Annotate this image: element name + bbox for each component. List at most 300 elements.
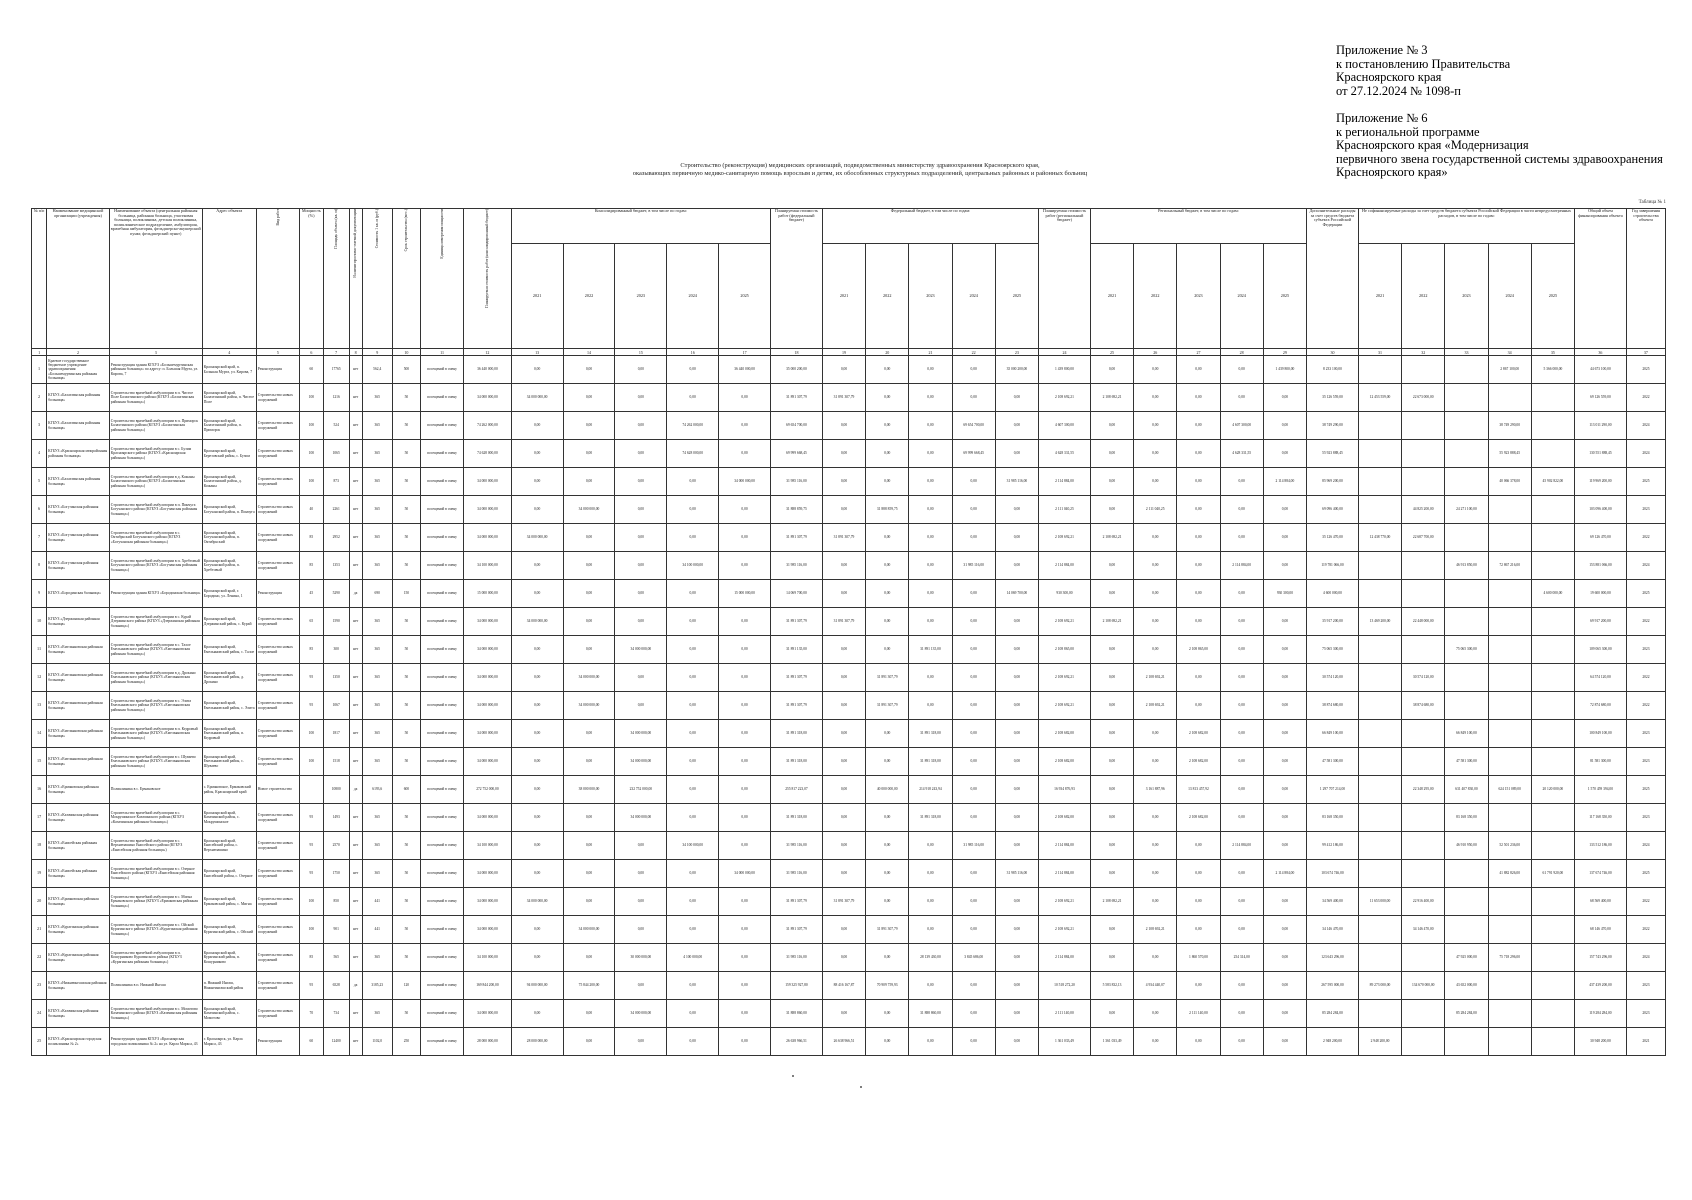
value-cell: 0,00	[952, 664, 995, 692]
value-cell: 4 100 000,00	[667, 944, 719, 972]
value-cell: 2 108 865,00	[1177, 636, 1220, 664]
value-cell: 109 065 300,00	[1575, 636, 1627, 664]
address-cell: Красноярский край, Емельяновский район, с. Шуваево	[202, 748, 256, 776]
column-number: 9	[362, 349, 392, 356]
row-number: 4	[32, 440, 47, 468]
object-cell: Строительство врачебной амбулатории в п. Приморск Балахтинского района (КГБУЗ «Балахтинская районная больница»)	[109, 412, 202, 440]
value-cell: 0,00	[719, 524, 771, 552]
object-cell: Строительство врачебной амбулатории в п. Пинчуга Богучанского района (КГБУЗ «Богучанская районная больница»)	[109, 496, 202, 524]
header-share-text: Наличие проектно-сметной документации	[353, 209, 358, 278]
value-cell	[1358, 748, 1401, 776]
value-cell: 0,00	[1134, 832, 1177, 860]
organization-cell: КГБУЗ «Ермаковская районная больница»	[47, 776, 110, 804]
appendix-gap	[1336, 98, 1656, 112]
value-cell: 2023	[1626, 636, 1665, 664]
work-type-cell: Строительство новых сооружений	[256, 1000, 299, 1028]
header-year-fed: 2025	[995, 244, 1038, 349]
value-cell: 0,00	[1177, 860, 1220, 888]
table-row	[32, 916, 1666, 944]
value-cell: 52 501 236,00	[1488, 832, 1531, 860]
title-line-2: оказывающих первичную медико-санитарную помощь взрослым и детям, их обособленных структурных подразделений, центральных районных и районных больниц	[632, 170, 1088, 177]
value-cell	[1531, 496, 1574, 524]
value-cell: 2 108 692,21	[1090, 888, 1133, 916]
value-cell: 0,00	[1134, 384, 1177, 412]
header-year-reg: 2025	[1263, 244, 1306, 349]
header-year-cons: 2025	[719, 244, 771, 349]
value-cell	[1445, 384, 1488, 412]
value-cell	[1488, 1028, 1531, 1056]
value-cell: 2 108 682,00	[1039, 720, 1091, 748]
value-cell: 0,00	[866, 804, 909, 832]
column-number: 34	[1488, 349, 1531, 356]
value-cell: 441	[362, 916, 392, 944]
value-cell: 272 752 000,00	[464, 776, 512, 804]
scan-speck	[792, 1075, 794, 1077]
value-cell: 565	[323, 944, 349, 972]
value-cell: 34 000 000,00	[563, 664, 615, 692]
value-cell: 85 284 284,00	[1445, 1000, 1488, 1028]
work-type-cell: Реконструкция	[256, 356, 299, 384]
value-cell: 31 888 860,00	[771, 1000, 823, 1028]
value-cell: 34 000 000,00	[464, 664, 512, 692]
value-cell: 2261	[323, 496, 349, 524]
value-cell: 0,00	[719, 888, 771, 916]
value-cell: 13 813 457,92	[1177, 776, 1220, 804]
value-cell: 0,00	[563, 468, 615, 496]
table-row	[32, 356, 1666, 384]
value-cell: 31 891 318,00	[771, 720, 823, 748]
column-number: 23	[995, 349, 1038, 356]
value-cell: 0,00	[822, 1000, 865, 1028]
value-cell: 2570	[323, 832, 349, 860]
object-cell: Поликлиника в п. Нижний Ингаш	[109, 972, 202, 1000]
value-cell: 68 146 470,00	[1575, 916, 1627, 944]
column-number: 8	[349, 349, 362, 356]
header-year-extra: 2022	[1402, 244, 1445, 349]
address-cell: Красноярский край, Богучанский район, п. Пинчуга	[202, 496, 256, 524]
value-cell: 38 000 000,00	[563, 776, 615, 804]
value-cell: 2022	[1626, 384, 1665, 412]
value-cell: 0,00	[719, 972, 771, 1000]
value-cell: 0,00	[615, 1028, 667, 1056]
value-cell: посещений в смену	[420, 1000, 463, 1028]
value-cell: 3 845 686,00	[952, 944, 995, 972]
value-cell: 3185,23	[362, 972, 392, 1000]
value-cell: нет	[349, 384, 362, 412]
value-cell: посещений в смену	[420, 692, 463, 720]
value-cell: 4 600 000,00	[1307, 580, 1359, 608]
column-number: 24	[1039, 349, 1091, 356]
value-cell: 0,00	[995, 804, 1038, 832]
value-cell: 0,00	[563, 636, 615, 664]
value-cell: 6528	[323, 972, 349, 1000]
value-cell: 30 574 120,00	[1307, 664, 1359, 692]
object-cell: Строительство врачебной амбулатории в с. Мигна Ермаковского района (КГБУЗ «Ермаковская районная больница»)	[109, 888, 202, 916]
value-cell: 0,00	[1090, 860, 1133, 888]
value-cell: 50	[392, 552, 420, 580]
value-cell: 10800	[323, 776, 349, 804]
value-cell: 75 065 300,00	[1445, 636, 1488, 664]
value-cell: 134 670 000,00	[1402, 972, 1445, 1000]
value-cell: 11 653 000,00	[1358, 888, 1401, 916]
value-cell: 0,00	[1263, 748, 1306, 776]
column-number: 35	[1531, 349, 1574, 356]
value-cell: 0,00	[1177, 496, 1220, 524]
value-cell: 0,00	[952, 888, 995, 916]
value-cell	[1358, 944, 1401, 972]
object-cell: Поликлиника в с. Ермаковское	[109, 776, 202, 804]
value-cell: 47 581 300,00	[1307, 748, 1359, 776]
value-cell: 2 948 200,00	[1307, 1028, 1359, 1056]
value-cell: 500	[392, 356, 420, 384]
value-cell: 0,00	[667, 972, 719, 1000]
value-cell	[1531, 972, 1574, 1000]
value-cell	[1358, 356, 1401, 384]
value-cell: 0,00	[1134, 636, 1177, 664]
value-cell: 74 262 000,00	[464, 412, 512, 440]
value-cell: 0,00	[719, 804, 771, 832]
value-cell: 2 111 040,25	[1039, 496, 1091, 524]
value-cell: 157 743 296,00	[1575, 944, 1627, 972]
value-cell: 46 910 950,00	[1445, 832, 1488, 860]
value-cell: 365	[362, 664, 392, 692]
value-cell	[1531, 636, 1574, 664]
value-cell: 0,00	[1090, 496, 1133, 524]
value-cell: 34 000 000,00	[615, 636, 667, 664]
value-cell: 0,00	[667, 860, 719, 888]
value-cell: 50	[392, 916, 420, 944]
value-cell	[1488, 496, 1531, 524]
object-cell: Строительство врачебной амбулатории в п. Кедровый Емельяновского района (КГБУЗ «Емельяновская районная больница»)	[109, 720, 202, 748]
value-cell: 0,00	[615, 384, 667, 412]
value-cell: 365	[362, 608, 392, 636]
value-cell: 17765	[323, 356, 349, 384]
table-row	[32, 412, 1666, 440]
work-type-cell: Строительство новых сооружений	[256, 888, 299, 916]
value-cell: 0,00	[822, 748, 865, 776]
value-cell: 12 453 559,00	[1358, 384, 1401, 412]
row-number: 19	[32, 860, 47, 888]
value-cell: 95	[299, 860, 323, 888]
value-cell: 40 000 000,00	[866, 776, 909, 804]
value-cell: 0,00	[511, 440, 563, 468]
value-cell: 0,00	[866, 888, 909, 916]
value-cell: 34 100 000,00	[464, 552, 512, 580]
value-cell	[1445, 608, 1488, 636]
column-number: 28	[1220, 349, 1263, 356]
value-cell: 31 985 116,00	[771, 832, 823, 860]
value-cell: посещений в смену	[420, 664, 463, 692]
value-cell: 100 849 100,00	[1575, 720, 1627, 748]
value-cell	[1445, 1028, 1488, 1056]
column-number: 15	[615, 349, 667, 356]
value-cell	[1358, 692, 1401, 720]
value-cell: 34 000 000,00	[511, 524, 563, 552]
object-cell: Строительство врачебной амбулатории в с. Верхнепашино Енисейского района (КГБУЗ «Енисейская районная больница»)	[109, 832, 202, 860]
value-cell: 34 000 000,00	[464, 888, 512, 916]
work-type-cell: Строительство новых сооружений	[256, 664, 299, 692]
work-type-cell: Строительство новых сооружений	[256, 832, 299, 860]
value-cell: 100	[299, 916, 323, 944]
header-reg-budget: Региональный бюджет, в том числе по годам:	[1090, 209, 1306, 244]
value-cell: 85	[299, 636, 323, 664]
address-cell: Красноярский край, Богучанский район, п. Октябрьский	[202, 524, 256, 552]
value-cell: 31 891 307,79	[771, 524, 823, 552]
value-cell	[1402, 552, 1445, 580]
value-cell: 15 000 000,00	[719, 580, 771, 608]
row-number: 8	[32, 552, 47, 580]
value-cell	[1358, 664, 1401, 692]
header-deadline: Год завершения строительства объекта	[1626, 209, 1665, 349]
value-cell: 100	[299, 412, 323, 440]
value-cell: 0,00	[719, 944, 771, 972]
value-cell: 2022	[1626, 664, 1665, 692]
value-cell: 441	[362, 888, 392, 916]
value-cell: 35 000 200,00	[771, 356, 823, 384]
value-cell: 34 000 000,00	[511, 384, 563, 412]
column-number: 22	[952, 349, 995, 356]
value-cell	[1531, 804, 1574, 832]
value-cell: 0,00	[511, 860, 563, 888]
value-cell: 0,00	[1263, 692, 1306, 720]
value-cell: 0,00	[1134, 748, 1177, 776]
value-cell: посещений в смену	[420, 776, 463, 804]
value-cell: 0,00	[1134, 1000, 1177, 1028]
value-cell: 0,00	[563, 356, 615, 384]
row-number: 20	[32, 888, 47, 916]
value-cell: нет	[349, 888, 362, 916]
value-cell: 0,00	[1090, 636, 1133, 664]
value-cell: 0,00	[1090, 748, 1133, 776]
value-cell: нет	[349, 440, 362, 468]
value-cell: 31 891 307,79	[822, 608, 865, 636]
table-row	[32, 1028, 1666, 1056]
value-cell: 119 969 200,00	[1575, 468, 1627, 496]
value-cell: 0,00	[719, 1000, 771, 1028]
value-cell: 0,00	[511, 776, 563, 804]
work-type-cell: Строительство новых сооружений	[256, 916, 299, 944]
value-cell: 0,00	[822, 440, 865, 468]
value-cell: 69 654 700,00	[771, 412, 823, 440]
value-cell: 0,00	[1177, 692, 1220, 720]
value-cell	[1358, 468, 1401, 496]
value-cell: 0,00	[952, 468, 995, 496]
value-cell	[1531, 916, 1574, 944]
organization-cell: КГБУЗ «Емельяновская районная больница»	[47, 720, 110, 748]
object-cell: Строительство врачебной амбулатории в с. Момотово Казачинского района (КГБУЗ «Казачинская районная больница»)	[109, 1000, 202, 1028]
value-cell	[1488, 384, 1531, 412]
value-cell: 0,00	[563, 720, 615, 748]
appendix-block	[1336, 43, 1663, 180]
value-cell: 0,00	[995, 440, 1038, 468]
value-cell	[1402, 356, 1445, 384]
value-cell	[1445, 888, 1488, 916]
value-cell: 0,00	[719, 832, 771, 860]
value-cell: 19 600 000,00	[1575, 580, 1627, 608]
value-cell	[1402, 440, 1445, 468]
value-cell: 0,00	[615, 888, 667, 916]
value-cell: 0,00	[1177, 580, 1220, 608]
header-term	[392, 209, 420, 349]
object-cell: Строительство врачебной амбулатории в с. Озерное Енисейского района (КГБУЗ «Енисейская районная больница»)	[109, 860, 202, 888]
value-cell: 0,00	[1220, 468, 1263, 496]
value-cell: 2 114 884,00	[1220, 552, 1263, 580]
value-cell: 0,00	[511, 832, 563, 860]
value-cell: 50	[392, 440, 420, 468]
value-cell	[1488, 664, 1531, 692]
header-year-reg: 2022	[1134, 244, 1177, 349]
value-cell	[1531, 1028, 1574, 1056]
column-number: 30	[1307, 349, 1359, 356]
object-cell: Строительство врачебной амбулатории в д. Кожаны Балахтинского района (КГБУЗ «Балахтинская районная больница»)	[109, 468, 202, 496]
table-row	[32, 860, 1666, 888]
value-cell: 0,00	[615, 356, 667, 384]
header-grand-total: Общий объем финансирования объекта	[1575, 209, 1627, 349]
value-cell: 0,00	[909, 524, 952, 552]
value-cell: 0,00	[511, 748, 563, 776]
value-cell: 0,00	[563, 748, 615, 776]
value-cell: 0,00	[995, 664, 1038, 692]
value-cell: 0,00	[667, 608, 719, 636]
value-cell	[1488, 972, 1531, 1000]
value-cell: 0,00	[667, 664, 719, 692]
organization-cell: КГБУЗ «Емельяновская районная больница»	[47, 664, 110, 692]
value-cell: 68 569 400,00	[1575, 888, 1627, 916]
value-cell: 0,00	[1090, 468, 1133, 496]
value-cell: 50	[392, 748, 420, 776]
header-year-fed: 2022	[866, 244, 909, 349]
value-cell: 2 114 884,00	[1039, 468, 1091, 496]
work-type-cell: Строительство новых сооружений	[256, 860, 299, 888]
value-cell: 0,00	[1090, 580, 1133, 608]
address-cell: Красноярский край, Емельяновский район, с. Талое	[202, 636, 256, 664]
value-cell: 0,00	[1220, 888, 1263, 916]
value-cell	[1402, 580, 1445, 608]
value-cell: 600	[392, 776, 420, 804]
value-cell: 0,00	[1220, 720, 1263, 748]
value-cell	[1445, 692, 1488, 720]
value-cell: 133 512 186,00	[1575, 832, 1627, 860]
object-cell: Строительство врачебной амбулатории в с. Элита Емельяновского района (КГБУЗ «Емельяновская районная больница»)	[109, 692, 202, 720]
value-cell: 0,00	[909, 832, 952, 860]
value-cell	[1488, 888, 1531, 916]
value-cell: 31 891 318,00	[771, 748, 823, 776]
value-cell: 0,00	[952, 608, 995, 636]
value-cell	[1531, 1000, 1574, 1028]
value-cell	[1488, 580, 1531, 608]
value-cell: 0,00	[719, 776, 771, 804]
value-cell: 0,00	[1220, 496, 1263, 524]
value-cell: 31 891 135,00	[909, 636, 952, 664]
value-cell: 0,00	[1090, 916, 1133, 944]
value-cell: 0,00	[866, 832, 909, 860]
value-cell: 31 985 116,00	[771, 944, 823, 972]
value-cell: 34 000 000,00	[464, 804, 512, 832]
value-cell: 0,00	[667, 692, 719, 720]
value-cell	[1358, 440, 1401, 468]
value-cell: 31 891 307,79	[771, 608, 823, 636]
row-number: 11	[32, 636, 47, 664]
value-cell: 0,00	[1134, 412, 1177, 440]
header-year-extra: 2023	[1445, 244, 1488, 349]
value-cell: 0,00	[909, 412, 952, 440]
value-cell: 1 297 707 214,00	[1307, 776, 1359, 804]
value-cell: 1 570 459 394,00	[1575, 776, 1627, 804]
value-cell: 2 948 200,00	[1358, 1028, 1401, 1056]
value-cell: 50	[392, 944, 420, 972]
row-number: 16	[32, 776, 47, 804]
value-cell: 0,00	[1220, 776, 1263, 804]
value-cell: 69 126 559,00	[1575, 384, 1627, 412]
value-cell: 0,00	[667, 468, 719, 496]
value-cell: 64 574 120,00	[1575, 664, 1627, 692]
row-number: 9	[32, 580, 47, 608]
value-cell: 0,00	[909, 888, 952, 916]
value-cell: 0,00	[866, 720, 909, 748]
value-cell: 0,00	[615, 412, 667, 440]
value-cell: 12400	[323, 1028, 349, 1056]
work-type-cell: Строительство новых сооружений	[256, 384, 299, 412]
appendix-line: Красноярского края «Модернизация	[1336, 138, 1529, 152]
value-cell: 5290	[323, 580, 349, 608]
value-cell	[1531, 832, 1574, 860]
object-cell: Строительство врачебной амбулатории в с. Мокрушинское Казачинского района (КГБУЗ «Казачинская районная больница»)	[109, 804, 202, 832]
value-cell: 734	[323, 1000, 349, 1028]
header-no: № п/п	[32, 209, 47, 349]
appendix-line: Красноярского края	[1336, 70, 1442, 84]
row-number: 14	[32, 720, 47, 748]
object-cell: Строительство врачебной амбулатории в с. Шуваево Емельяновского района (КГБУЗ «Емельяновская районная больница»)	[109, 748, 202, 776]
value-cell: 100	[299, 468, 323, 496]
address-cell: с. Ермаковское, Ермаковский район, Красноярский край	[202, 776, 256, 804]
column-number: 25	[1090, 349, 1133, 356]
value-cell	[1358, 412, 1401, 440]
value-cell: 365	[362, 552, 392, 580]
appendix-line: первичного звена государственной системы здравоохранения	[1336, 151, 1663, 166]
value-cell: 0,00	[822, 720, 865, 748]
value-cell: 34 000 000,00	[464, 692, 512, 720]
value-cell: да	[349, 972, 362, 1000]
value-cell: 0,00	[822, 496, 865, 524]
value-cell: 34 146 470,00	[1307, 916, 1359, 944]
value-cell: 0,00	[952, 1028, 995, 1056]
value-cell: 4 607 300,00	[1220, 412, 1263, 440]
column-number: 31	[1358, 349, 1401, 356]
value-cell	[299, 776, 323, 804]
value-cell: 524	[323, 412, 349, 440]
value-cell: 2025	[1626, 356, 1665, 384]
value-cell: 95	[299, 972, 323, 1000]
object-cell: Строительство врачебной амбулатории в п. Кошурниково Курагинского района (КГБУЗ «Курагинская районная больница»)	[109, 944, 202, 972]
value-cell: 2 108 682,00	[1177, 720, 1220, 748]
value-cell: 437 439 200,00	[1575, 972, 1627, 1000]
value-cell: 2 108 692,21	[1134, 916, 1177, 944]
value-cell: 0,00	[719, 636, 771, 664]
value-cell: 0,00	[1177, 972, 1220, 1000]
value-cell: 0,00	[1220, 664, 1263, 692]
organization-cell: КГБУЗ «Бородинская больница»	[47, 580, 110, 608]
value-cell: 0,00	[563, 608, 615, 636]
value-cell: 2 108 692,21	[1039, 888, 1091, 916]
value-cell	[1358, 776, 1401, 804]
value-cell: 1 361 033,49	[1090, 1028, 1133, 1056]
header-total-cost-text: Планируемая стоимость работ (консолидированный бюджет)	[485, 209, 490, 308]
value-cell: 75 718 296,00	[1488, 944, 1531, 972]
value-cell: нет	[349, 720, 362, 748]
value-cell: 0,00	[822, 552, 865, 580]
column-number: 7	[323, 349, 349, 356]
value-cell: 2 114 884,00	[1263, 468, 1306, 496]
